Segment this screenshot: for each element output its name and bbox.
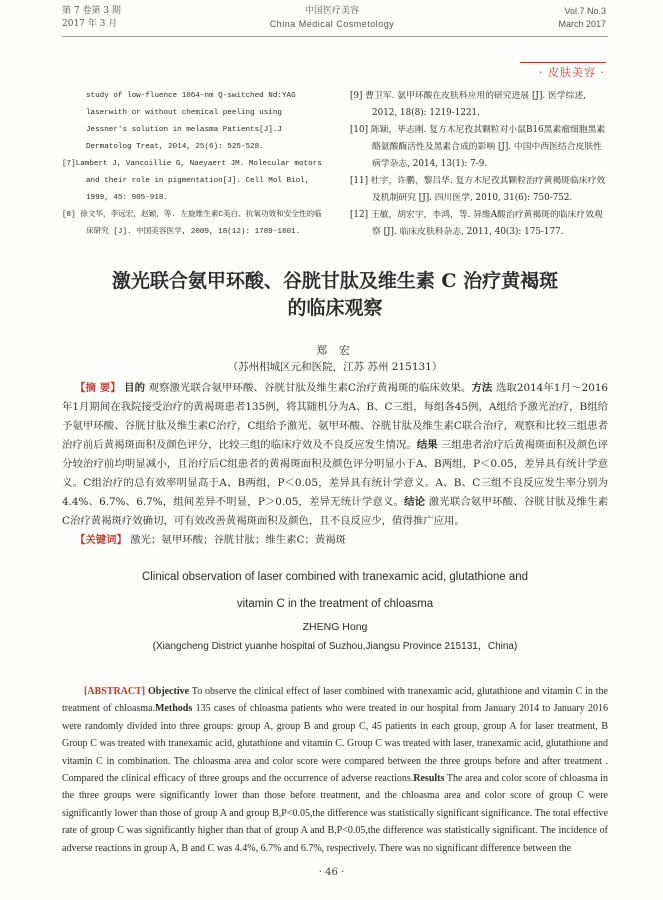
title-en-line: vitamin C in the treatment of chloasma <box>236 598 434 610</box>
references-left-column <box>62 88 322 241</box>
affiliation-cn: （苏州相城区元和医院，江苏 苏州 215131） <box>227 361 443 373</box>
keywords-cn-text: 激光；氨甲环酸；谷胱甘肽；维生素C；黄褐斑 <box>130 534 347 546</box>
conclusion-label-cn: 结论 <box>404 496 426 508</box>
title-cn-line: 激光联合氨甲环酸、谷胱甘肽及维生素 C 治疗黄褐斑 <box>111 270 559 292</box>
methods-text-cn: 选取2014年1月～2016年1月期间在我院接受治疗的黄褐斑患者135例，将其随机分为A、B、C三组，每组各45例，A组给予激光治疗，B组给予氨甲环酸、谷胱甘肽及维生素C治疗，C组给予激光、氨甲环酸、谷胱甘肽及维生素C联合治疗，观察和比较三组患者治疗前后黄褐斑面积及颜色评分，比较三组的临床疗效及不良反应发生情况。 <box>62 382 608 451</box>
results-label-cn: 结果 <box>416 439 438 451</box>
reference-item: [9] 曹卫军. 氨甲环酸在皮肤科应用的研究进展 [J]. 医学综述, 2012, 18(8): 1219-1221. <box>350 91 586 118</box>
header-volume-cn <box>62 5 121 31</box>
abstract-en <box>62 683 608 861</box>
header-divider <box>62 36 608 37</box>
reference-item: [7]Lambert J, Vancoillie G, Naeyaert JM. Molecular motors and their role in pigmentation[J]. Cell Mol Biol, 1999, 45: 905-918. <box>62 160 322 202</box>
objective-text-cn: 观察激光联合氨甲环酸、谷胱甘肽及维生素C治疗黄褐斑的临床效果。 <box>148 382 472 394</box>
author-en: ZHENG Hong <box>302 621 368 633</box>
results-label-en: Results <box>413 773 445 785</box>
conclusion-text-cn: 激光联合氨甲环酸、谷胱甘肽及维生素C治疗黄褐斑疗效确切，可有效改善黄褐斑面积及颜色，且不良反应少，值得推广应用。 <box>62 496 608 527</box>
reference-item: [11] 杜宇，许鹏，黎吕华. 复方木尼孜其颗粒治疗黄褐斑临床疗效及机制研究 [J]. 四川医学, 2010, 31(6): 750-752. <box>350 176 606 203</box>
title-en-line: Clinical observation of laser combined with tranexamic acid, glutathione and <box>141 571 529 583</box>
journal-name-cn: 中国医疗美容 <box>304 6 359 16</box>
methods-text-en: 135 cases of chloasma patients who were treated in our hospital from January 2014 to January 2016 were randomly divided into three groups: group A, group B and group C, 45 patients in each group, group A for laser treatment, B Group C was treated with tranexamic acid, glutathione and vitamin C. Group C was treated with laser, tranexamic acid, glutathione and vitamin C in combination. The chloasma area and color score were compared between the three groups before and after treatment . Compared the clinical efficacy of three groups and the occurrence of adverse reactions. <box>62 703 608 785</box>
title-cn-line: 的临床观察 <box>287 297 383 319</box>
article-title-cn <box>62 268 608 322</box>
section-tag: · 皮肤美容 · <box>539 66 605 79</box>
reference-item: study of low-fluence 1064-nm Q-switched Nd:YAG laserwith or without chemical peeling using Jessner's solution in melasma Patients[J].J Dermatolog Treat, 2014, 25(6): 525-528. <box>86 92 296 151</box>
header-journal <box>232 5 432 31</box>
objective-text-en: To observe the clinical effect of laser combined with tranexamic acid, glutathione and vitamin C in the treatment of chloasma. <box>62 686 608 715</box>
author-cn: 郑 宏 <box>316 344 354 357</box>
abstract-cn-label: 【摘 要】 <box>75 382 121 394</box>
keywords-cn-label: 【关键词】 <box>75 534 127 546</box>
keywords-cn <box>62 531 608 550</box>
article-title-en <box>62 564 608 618</box>
methods-label-en: Methods <box>155 703 193 715</box>
reference-item: [12] 王敏，胡宏宇，李鸿，等. 异维A酸治疗黄褐斑的临床疗效观察 [J]. 临床皮肤科杂志, 2011, 40(3): 175-177. <box>350 210 603 237</box>
results-text-cn: 三组患者治疗后黄褐斑面积及颜色评分较治疗前均明显减小，且治疗后C组患者的黄褐斑面积及颜色评分明显小于A、B两组，P＜0.05，差异具有统计学意义。C组治疗的总有效率明显高于A、B两组，P＜0.05，差异具有统计学意义。A、B、C三组不良反应发生率分别为4.4%、6.7%、6.7%，组间差异不明显，P＞0.05，差异无统计学意义。 <box>62 439 608 508</box>
volume-issue-en: Vol.7 No.3 <box>564 6 606 16</box>
reference-item: [10] 陈颖，毕志刚. 复方木尼孜其颗粒对小鼠B16黑素瘤细胞黑素酪氨酸酶活性及黑素合成的影响 [J]. 中国中西医结合皮肤性病学杂志, 2014, 13(1): 7-9. <box>350 125 606 169</box>
objective-label-en: Objective <box>148 686 190 697</box>
objective-label-cn: 目的 <box>124 382 146 394</box>
date-en: March 2017 <box>558 19 606 29</box>
page-number: · 46 · <box>318 867 345 878</box>
article-front-matter <box>62 268 608 662</box>
section-tag-rule <box>520 62 606 63</box>
volume-issue-cn: 第 7 卷第 3 期 <box>62 6 121 16</box>
header-volume-en <box>558 5 606 31</box>
abstract-en-label: [ABSTRACT] <box>84 686 146 697</box>
methods-label-cn: 方法 <box>471 382 493 394</box>
affiliation-en: (Xiangcheng District yuanhe hospital of Suzhou,Jiangsu Province 215131，China) <box>152 641 518 652</box>
date-cn: 2017 年 3 月 <box>62 19 118 29</box>
results-text-en: The area and color score of chloasma in the three groups were significantly lower than those before treatment, and the chloasma area and color score of group C were significantly lower than those of group A and group B,P<0.05,the difference was statistically significant significance. The total effective rate of group C was significantly higher than that of group A and B,P<0.05,the difference was statistically significant. The incidence of adverse reactions in group A, B and C was 4.4%, 6.7% and 6.7%, respectively. There was no significant difference between the <box>62 773 608 854</box>
references-right-column <box>350 88 608 241</box>
abstract-cn <box>62 379 608 531</box>
reference-item: [8] 徐文华，李远宏，赵颖，等. 左旋维生素C美白、抗氧功效和安全性的临床研究 [J]. 中国美容医学, 2009, 18(12): 1789-1801. <box>62 211 322 236</box>
journal-name-en: China Medical Cosmetology <box>269 19 395 29</box>
